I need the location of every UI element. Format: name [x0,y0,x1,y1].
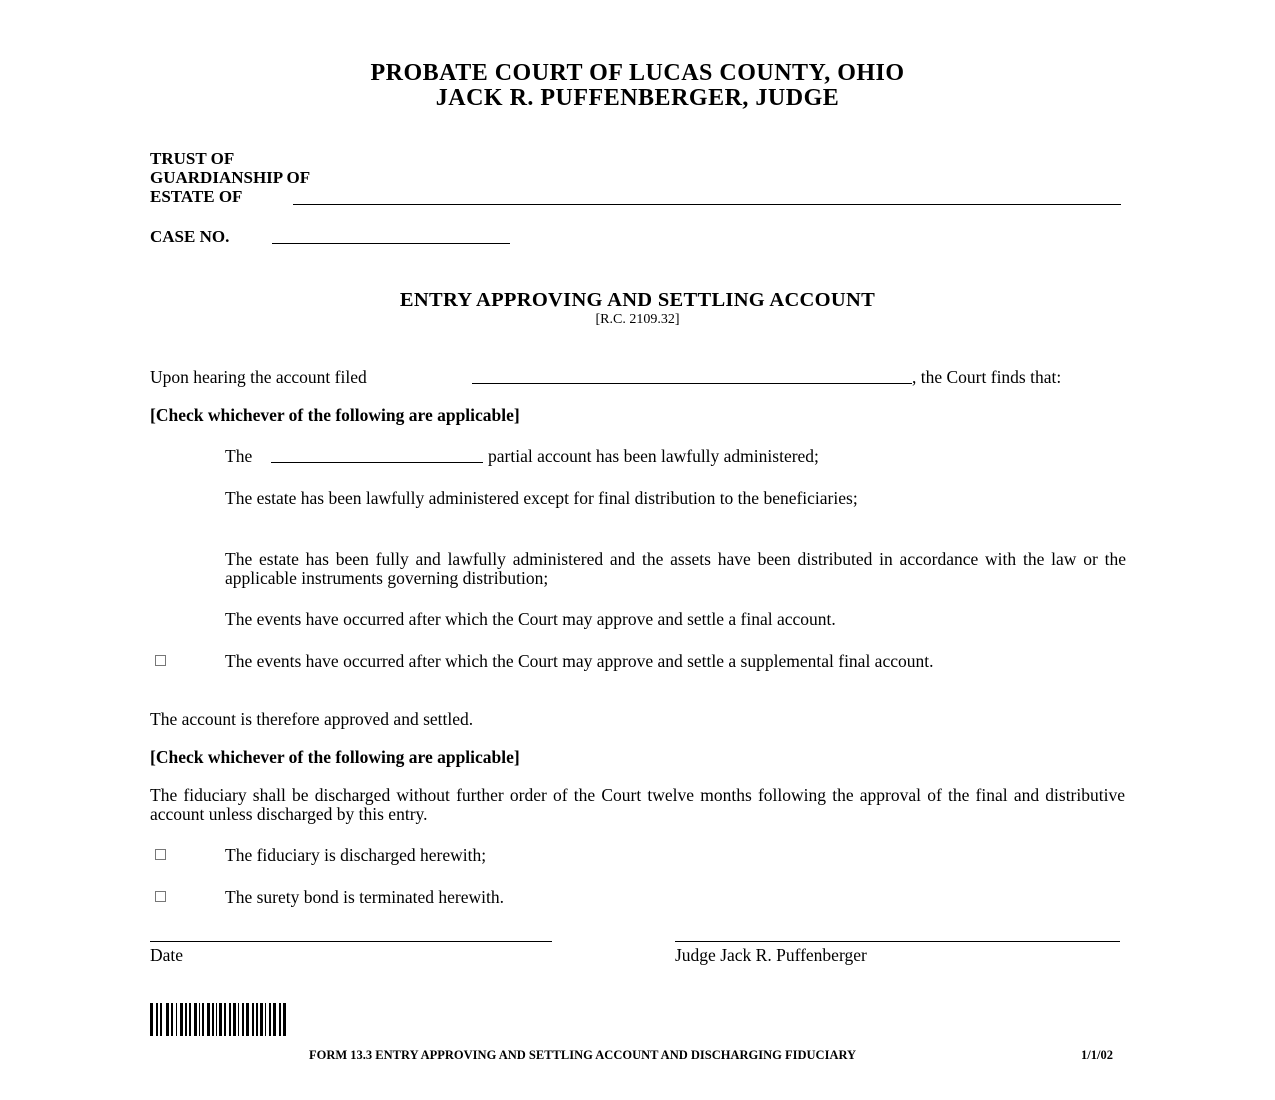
finding-except-final: The estate has been lawfully administered except for final distribution to the beneficiaries; [225,488,858,508]
date-signature-line[interactable] [150,941,552,942]
document-title: ENTRY APPROVING AND SETTLING ACCOUNT [399,289,876,311]
judge-name: JACK R. PUFFENBERGER, JUDGE [435,85,840,111]
guardianship-of-label: GUARDIANSHIP OF [150,168,311,187]
court-name: PROBATE COURT OF LUCAS COUNTY, OHIO [370,60,905,86]
barcode [150,1003,286,1036]
discharge-paragraph: The fiduciary shall be discharged without further order of the Court twelve months following the approval of the final and distributive account unless discharged by this entry. [150,785,1125,824]
fiduciary-discharged-text: The fiduciary is discharged herewith; [225,845,487,865]
bond-terminated-checkbox[interactable] [155,891,166,902]
case-no-label: CASE NO. [150,227,230,246]
approval-statement: The account is therefore approved and settled. [150,709,474,729]
form-title: FORM 13.3 ENTRY APPROVING AND SETTLING ACCOUNT AND DISCHARGING FIDUCIARY [309,1048,857,1062]
finding-events-supplemental: The events have occurred after which the Court may approve and settle a supplemental final account. [225,651,934,671]
fiduciary-discharged-checkbox[interactable] [155,849,166,860]
partial-account-ordinal-field[interactable] [271,462,483,463]
bond-terminated-text: The surety bond is terminated herewith. [225,887,504,907]
judge-signature-label: Judge Jack R. Puffenberger [675,945,867,965]
intro-prefix: Upon hearing the account filed [150,367,367,387]
estate-of-label: ESTATE OF [150,187,243,206]
supplemental-checkbox[interactable] [155,655,166,666]
date-label: Date [150,945,184,965]
finding-fully-administered: The estate has been fully and lawfully administered and the assets have been distributed in accordance with the law or the applicable instruments governing distribution; [225,549,1126,588]
estate-name-field[interactable] [293,204,1121,205]
intro-suffix: , the Court finds that: [912,367,1062,387]
form-revision-date: 1/1/02 [1081,1048,1113,1062]
partial-account-prefix: The [225,446,253,466]
finding-events-final: The events have occurred after which the Court may approve and settle a final account. [225,609,836,629]
partial-account-text: partial account has been lawfully administered; [488,446,819,466]
judge-signature-line[interactable] [675,941,1120,942]
trust-of-label: TRUST OF [150,149,235,168]
statute-reference: [R.C. 2109.32] [595,312,680,327]
case-number-field[interactable] [272,243,510,244]
account-filed-date-field[interactable] [472,383,912,384]
check-instruction-2: [Check whichever of the following are applicable] [150,747,520,767]
check-instruction-1: [Check whichever of the following are applicable] [150,405,520,425]
